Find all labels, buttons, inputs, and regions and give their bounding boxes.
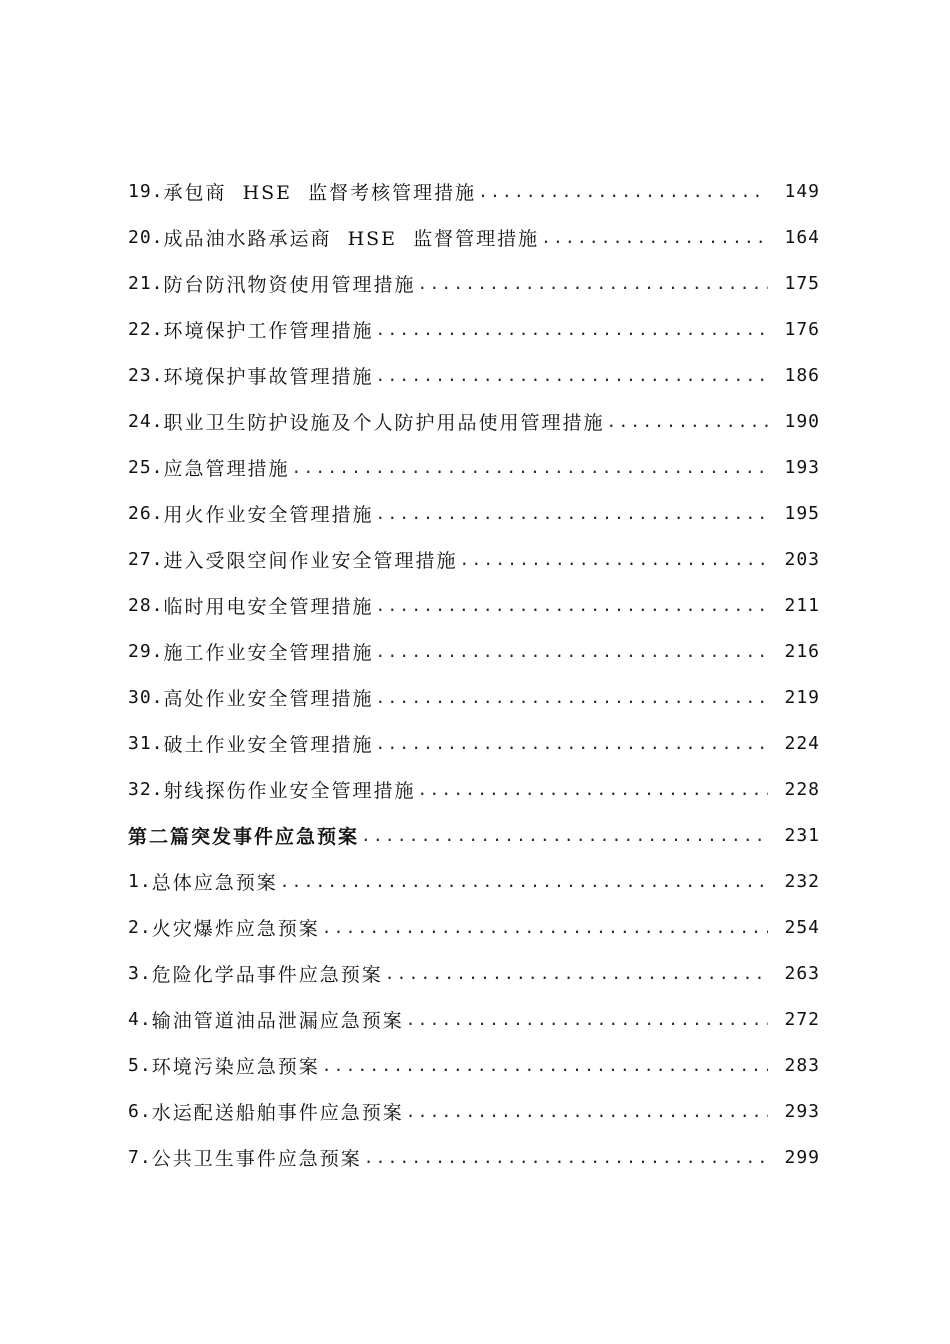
entry-title: 破土作业安全管理措施 <box>163 733 374 756</box>
toc-entry[interactable] <box>128 950 820 996</box>
page-number: 175 <box>784 272 820 294</box>
part-title: 突发事件应急预案 <box>191 825 360 848</box>
toc-entry[interactable] <box>128 904 820 950</box>
toc-entry[interactable] <box>128 168 820 214</box>
entry-title: 成品油水路承运商 HSE 监督管理措施 <box>163 227 540 250</box>
entry-title: 总体应急预案 <box>151 871 278 894</box>
entry-number: 19. <box>128 180 164 202</box>
entry-number: 25. <box>128 456 164 478</box>
entry-title: 水运配送船舶事件应急预案 <box>151 1101 404 1124</box>
dot-leader <box>376 320 768 339</box>
entry-number: 3. <box>128 962 152 984</box>
entry-number: 26. <box>128 502 164 524</box>
entry-title: 环境保护工作管理措施 <box>163 319 374 342</box>
toc-entry[interactable] <box>128 536 820 582</box>
entry-number: 5. <box>128 1054 152 1076</box>
dot-leader <box>280 872 768 891</box>
dot-leader <box>361 826 768 845</box>
entry-number: 4. <box>128 1008 152 1030</box>
entry-title: 环境污染应急预案 <box>151 1055 320 1078</box>
entry-number: 30. <box>128 686 164 708</box>
page-number: 216 <box>784 640 820 662</box>
toc-entry[interactable] <box>128 490 820 536</box>
toc-entry[interactable] <box>128 398 820 444</box>
toc-entry[interactable] <box>128 674 820 720</box>
dot-leader <box>364 1148 768 1167</box>
entry-number: 22. <box>128 318 164 340</box>
toc-entry[interactable] <box>128 1088 820 1134</box>
toc-entry[interactable] <box>128 1042 820 1088</box>
entry-title: 职业卫生防护设施及个人防护用品使用管理措施 <box>163 411 605 434</box>
page-number: 186 <box>784 364 820 386</box>
entry-title: 用火作业安全管理措施 <box>163 503 374 526</box>
dot-leader <box>376 366 768 385</box>
entry-number: 1. <box>128 870 152 892</box>
entry-number: 27. <box>128 548 164 570</box>
page-number: 203 <box>784 548 820 570</box>
toc-entry[interactable] <box>128 214 820 260</box>
entry-title: 高处作业安全管理措施 <box>163 687 374 710</box>
entry-number: 28. <box>128 594 164 616</box>
part-label: 第二篇 <box>128 825 192 848</box>
entry-title: 临时用电安全管理措施 <box>163 595 374 618</box>
dot-leader <box>376 596 768 615</box>
entry-title: 承包商 HSE 监督考核管理措施 <box>163 181 477 204</box>
dot-leader <box>406 1010 768 1029</box>
dot-leader <box>292 458 768 477</box>
entry-title: 危险化学品事件应急预案 <box>151 963 383 986</box>
page-number: 231 <box>784 824 820 846</box>
entry-number: 31. <box>128 732 164 754</box>
page-number: 149 <box>784 180 820 202</box>
dot-leader <box>385 964 768 983</box>
dot-leader <box>541 228 768 247</box>
entry-number: 32. <box>128 778 164 800</box>
entry-number: 7. <box>128 1146 152 1168</box>
entry-title: 输油管道油品泄漏应急预案 <box>151 1009 404 1032</box>
entry-number: 6. <box>128 1100 152 1122</box>
entry-title: 进入受限空间作业安全管理措施 <box>163 549 458 572</box>
page-number: 263 <box>784 962 820 984</box>
page-number: 224 <box>784 732 820 754</box>
page-number: 176 <box>784 318 820 340</box>
page-number: 232 <box>784 870 820 892</box>
entry-number: 24. <box>128 410 164 432</box>
page-number: 283 <box>784 1054 820 1076</box>
toc-entry[interactable] <box>128 582 820 628</box>
entry-title: 防台防汛物资使用管理措施 <box>163 273 416 296</box>
entry-number: 21. <box>128 272 164 294</box>
page-number: 272 <box>784 1008 820 1030</box>
dot-leader <box>406 1102 768 1121</box>
toc-entry[interactable] <box>128 260 820 306</box>
entry-title: 公共卫生事件应急预案 <box>151 1147 362 1170</box>
page-number: 193 <box>784 456 820 478</box>
entry-number: 20. <box>128 226 164 248</box>
toc-entry[interactable] <box>128 1134 820 1180</box>
part-heading[interactable] <box>128 812 820 858</box>
entry-number: 29. <box>128 640 164 662</box>
page-number: 254 <box>784 916 820 938</box>
dot-leader <box>460 550 768 569</box>
toc-entry[interactable] <box>128 720 820 766</box>
toc-entry[interactable] <box>128 444 820 490</box>
entry-title: 应急管理措施 <box>163 457 290 480</box>
page-number: 211 <box>784 594 820 616</box>
entry-title: 射线探伤作业安全管理措施 <box>163 779 416 802</box>
entry-title: 环境保护事故管理措施 <box>163 365 374 388</box>
entry-number: 23. <box>128 364 164 386</box>
toc-entry[interactable] <box>128 352 820 398</box>
dot-leader <box>607 412 768 431</box>
dot-leader <box>376 688 768 707</box>
dot-leader <box>322 1056 768 1075</box>
dot-leader <box>418 274 768 293</box>
dot-leader <box>322 918 768 937</box>
dot-leader <box>376 734 768 753</box>
dot-leader <box>418 780 768 799</box>
entry-title: 施工作业安全管理措施 <box>163 641 374 664</box>
toc-entry[interactable] <box>128 766 820 812</box>
dot-leader <box>376 642 768 661</box>
page-number: 293 <box>784 1100 820 1122</box>
page-number: 228 <box>784 778 820 800</box>
entry-title: 火灾爆炸应急预案 <box>151 917 320 940</box>
page-number: 219 <box>784 686 820 708</box>
page-number: 195 <box>784 502 820 524</box>
page-number: 164 <box>784 226 820 248</box>
toc-entry[interactable] <box>128 628 820 674</box>
entry-number: 2. <box>128 916 152 938</box>
dot-leader <box>376 504 768 523</box>
page-number: 190 <box>784 410 820 432</box>
toc-entry[interactable] <box>128 996 820 1042</box>
toc-entry[interactable] <box>128 858 820 904</box>
toc-entry[interactable] <box>128 306 820 352</box>
page-number: 299 <box>784 1146 820 1168</box>
dot-leader <box>478 182 768 201</box>
